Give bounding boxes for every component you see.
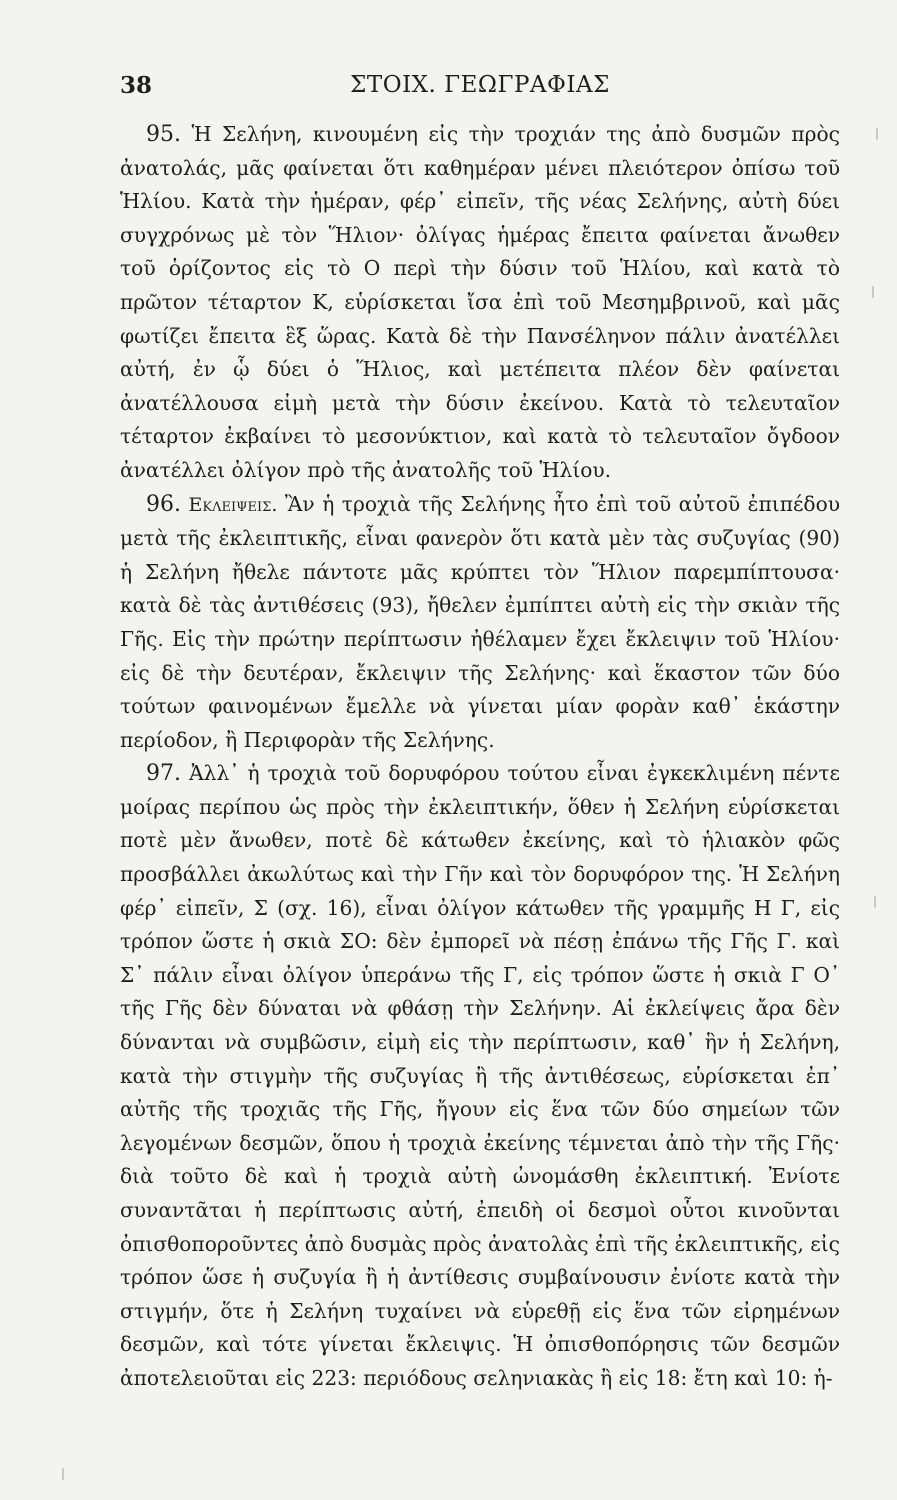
page-header: [120, 72, 840, 108]
margin-mark: [874, 896, 876, 908]
paragraph-text: Ἡ Σελήνη, κινουμένη εἰς τὴν τροχιάν της ἀπὸ δυσμῶν πρὸς ἀνατολάς, μᾶς φαίνεται ὅτι καθημέραν μένει πλειότερον ὀπίσω τοῦ Ἡλίου. Κατὰ τὴν ἡμέραν, φέρ᾽ εἰπεῖν, τῆς νέας Σελήνης, αὐτὴ δύει συγχρόνως μὲ τὸν Ἥλιον· ὀλίγας ἡμέρας ἔπειτα φαίνεται ἄνωθεν τοῦ ὁρίζοντος εἰς τὸ Ο περὶ τὴν δύσιν τοῦ Ἡλίου, καὶ κατὰ τὸ πρῶτον τέταρτον Κ, εὑρίσκεται ἴσα ἐπὶ τοῦ Μεσημβρινοῦ, καὶ μᾶς φωτίζει ἔπειτα ἓξ ὥρας. Κατὰ δὲ τὴν Πανσέληνον πάλιν ἀνατέλλει αὐτή, ἐν ᾧ δύει ὁ Ἥλιος, καὶ μετέπειτα πλέον δὲν φαίνεται ἀνατέλλουσα εἰμὴ μετὰ τὴν δύσιν ἐκείνου. Κατὰ τὸ τελευταῖον τέταρτον ἐκβαίνει τὸ μεσονύκτιον, καὶ κατὰ τὸ τελευταῖον ὄγδοον ἀνατέλλει ὀλίγον πρὸ τῆς ἀνατολῆς τοῦ Ἡλίου.: [120, 122, 840, 482]
paragraph-95: [120, 118, 840, 488]
margin-mark: [872, 286, 874, 298]
paragraph-number: 97.: [146, 761, 181, 787]
paragraph-97: [120, 757, 840, 1395]
paragraph-heading: Εκλειψεις.: [188, 493, 278, 516]
page-body: [120, 118, 840, 1396]
running-title: ΣΤΟΙΧ. ΓΕΩΓΡΑΦΙΑΣ: [350, 72, 610, 98]
paragraph-text: Ἀλλ᾽ ἡ τροχιὰ τοῦ δορυφόρου τούτου εἶναι ἐγκεκλιμένη πέντε μοίρας περίπου ὡς πρὸς τὴν ἐκλειπτικήν, ὅθεν ἡ Σελήνη εὑρίσκεται ποτὲ μὲν ἄνωθεν, ποτὲ δὲ κάτωθεν ἐκείνης, καὶ τὸ ἡλιακὸν φῶς προσβάλλει ἀκωλύτως καὶ τὴν Γῆν καὶ τὸν δορυφόρον της. Ἡ Σελήνη φέρ᾽ εἰπεῖν, Σ (σχ. 16), εἶναι ὀλίγον κάτωθεν τῆς γραμμῆς Η Γ, εἰς τρόπον ὥστε ἡ σκιὰ ΣΟ: δὲν ἐμπορεῖ νὰ πέσῃ ἐπάνω τῆς Γῆς Γ. καὶ Σ᾽ πάλιν εἶναι ὀλίγον ὑπεράνω τῆς Γ, εἰς τρόπον ὥστε ἡ σκιὰ Γ Ο᾽ τῆς Γῆς δὲν δύναται νὰ φθάσῃ τὴν Σελήνην. Αἱ ἐκλείψεις ἄρα δὲν δύνανται νὰ συμβῶσιν, εἰμὴ εἰς τὴν περίπτωσιν, καθ᾽ ἣν ἡ Σελήνη, κατὰ τὴν στιγμὴν τῆς συζυγίας ἢ τῆς ἀντιθέσεως, εὑρίσκεται ἐπ᾽ αὐτῆς τῆς τροχιᾶς τῆς Γῆς, ἤγουν εἰς ἕνα τῶν δύο σημείων τῶν λεγομένων δεσμῶν, ὅπου ἡ τροχιὰ ἐκείνης τέμνεται ἀπὸ τὴν τῆς Γῆς· διὰ τοῦτο δὲ καὶ ἡ τροχιὰ αὐτὴ ὠνομάσθη ἐκλειπτική. Ἐνίοτε συναντᾶται ἡ περίπτωσις αὐτή, ἐπειδὴ οἱ δεσμοὶ οὗτοι κινοῦνται ὀπισθοποροῦντες ἀπὸ δυσμὰς πρὸς ἀνατολὰς ἐπὶ τῆς ἐκλειπτικῆς, εἰς τρόπον ὥσε ἡ συζυγία ἢ ἡ ἀντίθεσις συμβαίνουσιν ἐνίοτε κατὰ τὴν στιγμήν, ὅτε ἡ Σελήνη τυχαίνει νὰ εὑρεθῇ εἰς ἕνα τῶν εἰρημένων δεσμῶν, καὶ τότε γίνεται ἔκλειψις. Ἡ ὀπισθοπόρησις τῶν δεσμῶν ἀποτελειοῦται εἰς 223: περιόδους σεληνιακὰς ἢ εἰς 18: ἔτη καὶ 10: ἡ-: [120, 761, 840, 1390]
margin-mark: [62, 1468, 64, 1480]
page-number: 38: [120, 72, 153, 99]
margin-mark: [876, 128, 878, 140]
paragraph-number: 96.: [146, 491, 181, 517]
paragraph-number: 95.: [146, 122, 181, 147]
paragraph-96: [120, 488, 840, 758]
paragraph-text: Ἂν ἡ τροχιὰ τῆς Σελήνης ἦτο ἐπὶ τοῦ αὐτοῦ ἐπιπέδου μετὰ τῆς ἐκλειπτικῆς, εἶναι φανερὸν ὅτι κατὰ μὲν τὰς συζυγίας (90) ἡ Σελήνη ἤθελε πάντοτε μᾶς κρύπτει τὸν Ἥλιον παρεμπίπτουσα· κατὰ δὲ τὰς ἀντιθέσεις (93), ἤθελεν ἐμπίπτει αὐτὴ εἰς τὴν σκιὰν τῆς Γῆς. Εἰς τὴν πρώτην περίπτωσιν ἠθέλαμεν ἔχει ἔκλειψιν τοῦ Ἡλίου· εἰς δὲ τὴν δευτέραν, ἔκλειψιν τῆς Σελήνης· καὶ ἕκαστον τῶν δύο τούτων φαινομένων ἔμελλε νὰ γίνεται μίαν φορὰν καθ᾽ ἑκάστην περίοδον, ἢ Περιφορὰν τῆς Σελήνης.: [120, 491, 841, 752]
